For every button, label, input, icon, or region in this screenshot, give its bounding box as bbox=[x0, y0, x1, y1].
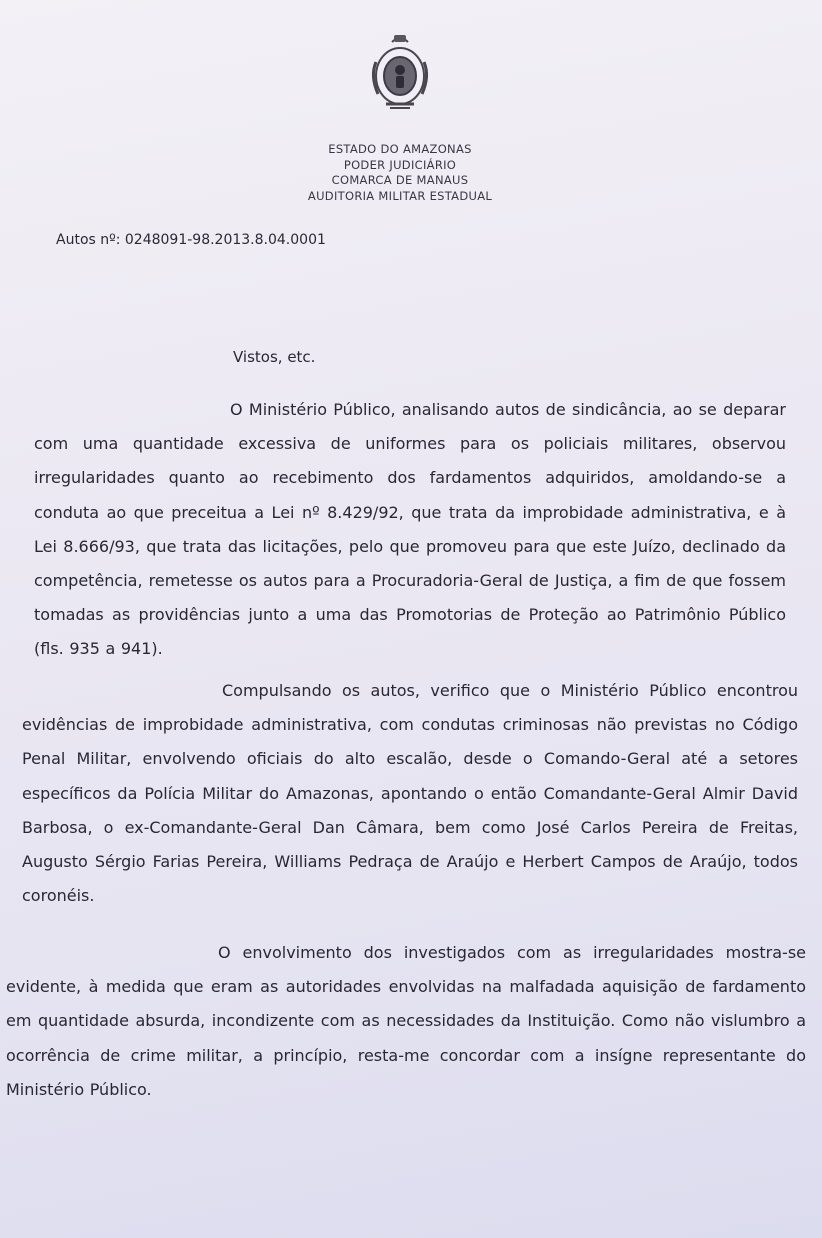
header-district: COMARCA DE MANAUS bbox=[331, 173, 469, 187]
paragraph-1 bbox=[34, 393, 786, 667]
paragraph-3-text: O envolvimento dos investigados com as irregularidades mostra-se evidente, à medida que eram as autoridades envolvidas na malfadada aquisição de fardamento em quantidade absurda, incondizente com as necessidades da Instituição. Como não vislumbro a ocorrência de crime militar, a princípio, resta-me concordar com a insígne representante do Ministério Público. bbox=[6, 943, 806, 1099]
paragraph-3 bbox=[6, 936, 806, 1107]
opening-phrase: Vistos, etc. bbox=[233, 348, 316, 366]
paragraph-1-text: O Ministério Público, analisando autos de sindicância, ao se deparar com uma quantidade excessiva de uniformes para os policiais militares, observou irregularidades quanto ao recebimento dos fardamentos adquiridos, amoldando-se a conduta ao que preceitua a Lei nº 8.429/92, que trata da improbidade administrativa, e à Lei 8.666/93, que trata das licitações, pelo que promoveu para que este Juízo, declinado da competência, remetesse os autos para a Procuradoria-Geral de Justiça, a fim de que fossem tomadas as providências junto a uma das Promotorias de Proteção ao Patrimônio Público (fls. 935 a 941). bbox=[34, 400, 786, 659]
paragraph-2-text: Compulsando os autos, verifico que o Ministério Público encontrou evidências de improbidade administrativa, com condutas criminosas não previstas no Código Penal Militar, envolvendo oficiais do alto escalão, desde o Comando-Geral até a setores específicos da Polícia Militar do Amazonas, apontando o então Comandante-Geral Almir David Barbosa, o ex-Comandante-Geral Dan Câmara, bem como José Carlos Pereira de Freitas, Augusto Sérgio Farias Pereira, Williams Pedraça de Araújo e Herbert Campos de Araújo, todos coronéis. bbox=[22, 681, 798, 906]
header-judiciary: PODER JUDICIÁRIO bbox=[343, 157, 457, 172]
header-state: ESTADO DO AMAZONAS bbox=[328, 142, 472, 156]
paragraph-2 bbox=[22, 674, 798, 913]
coat-of-arms-icon bbox=[366, 32, 434, 114]
court-header bbox=[250, 142, 550, 204]
header-auditoria: AUDITORIA MILITAR ESTADUAL bbox=[307, 188, 493, 203]
case-number: Autos nº: 0248091-98.2013.8.04.0001 bbox=[56, 232, 326, 248]
